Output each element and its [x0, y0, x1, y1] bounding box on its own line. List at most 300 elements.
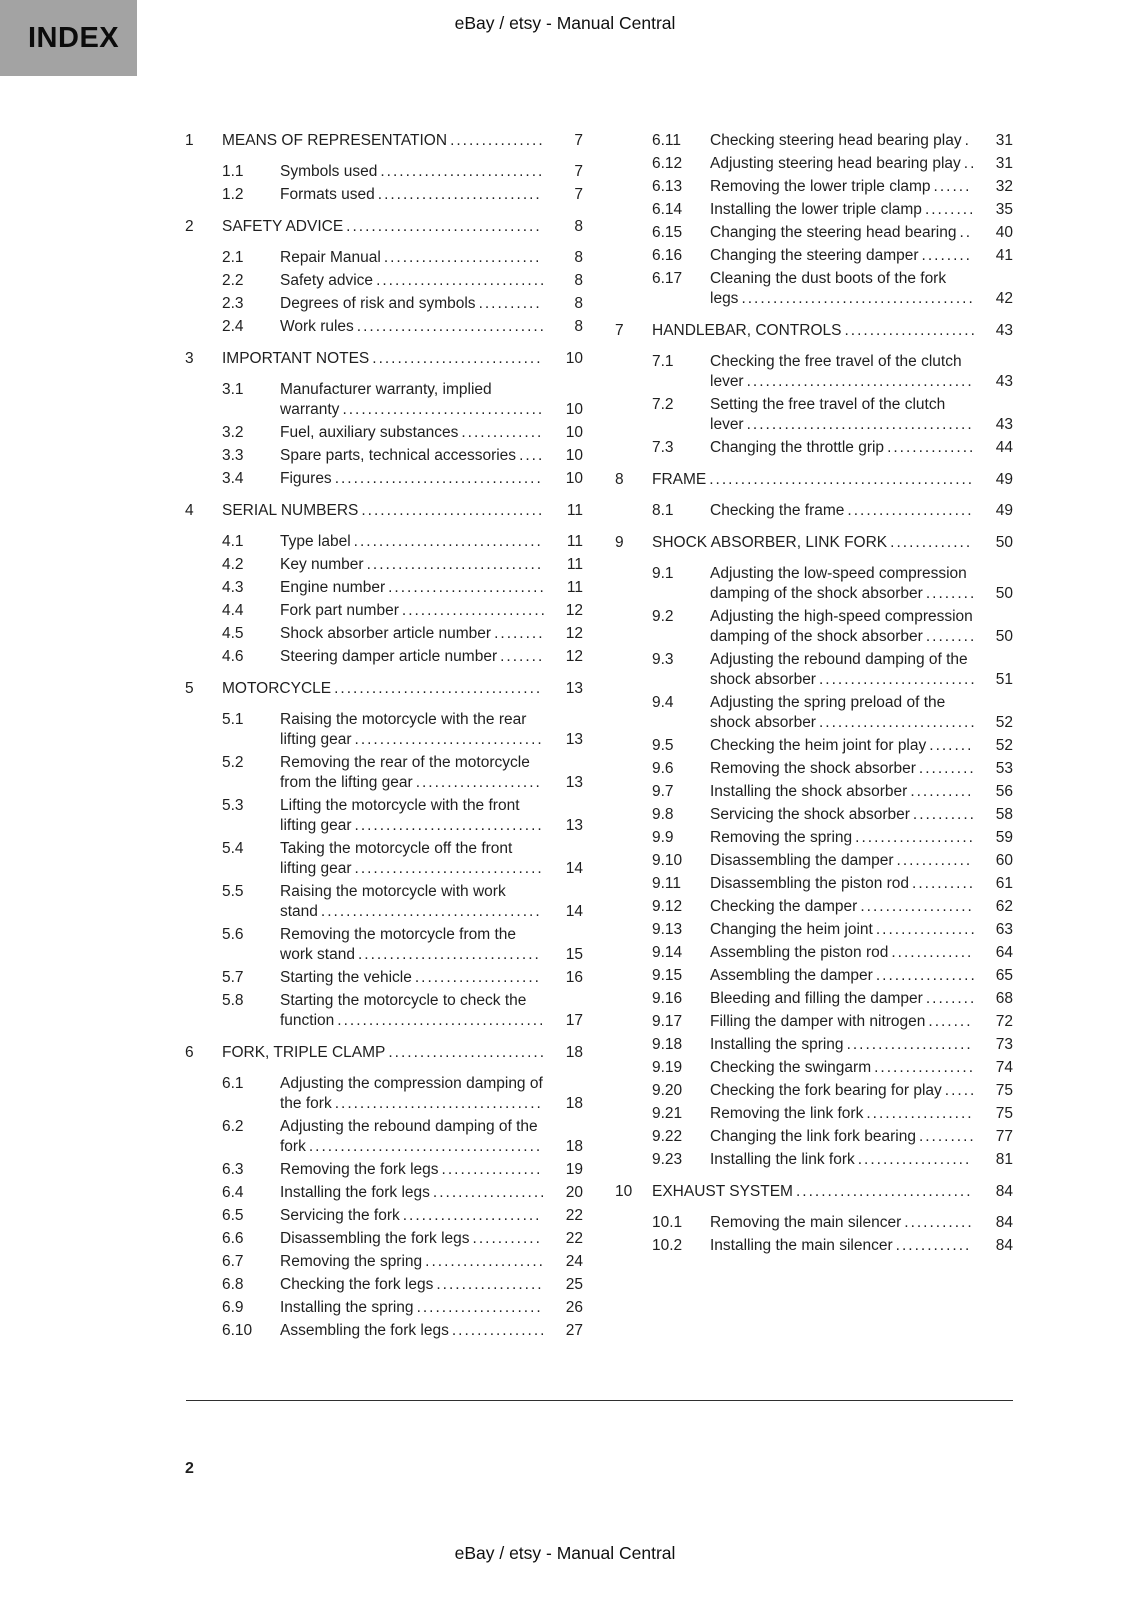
entry-title: Formats used [280, 186, 375, 203]
entry-title: Checking the fork legs [280, 1276, 434, 1293]
entry-title: Removing the motorcycle from the work stand [280, 926, 517, 963]
section-title: MOTORCYCLE [222, 680, 332, 697]
section-page: 18 [565, 1044, 583, 1061]
leader-dots: ................... [425, 1253, 545, 1270]
entry-page: 58 [995, 806, 1013, 823]
entry-title: Steering damper article number [280, 648, 498, 665]
entry-title: Work rules [280, 318, 354, 335]
entry-body [710, 897, 1013, 917]
leader-dots: ....................... [401, 602, 547, 619]
entry-title: Adjusting the rebound damping of the fork [280, 1118, 538, 1155]
entry-body [710, 438, 1013, 458]
entry-number: 9.7 [652, 783, 674, 800]
entry-number: 6.7 [222, 1253, 244, 1270]
entry-title: Removing the link fork [710, 1105, 864, 1122]
entry-number: 5.2 [222, 754, 244, 771]
entry-number: 9.2 [652, 608, 674, 625]
toc-section-items [222, 248, 583, 337]
entry-number: 6.11 [652, 132, 682, 149]
entry-title: Installing the link fork [710, 1151, 855, 1168]
section-page: 11 [566, 502, 583, 519]
leader-dots: ........... [904, 1214, 974, 1231]
entry-number: 3.4 [222, 470, 244, 487]
section-title: MEANS OF REPRESENTATION [222, 132, 448, 149]
leader-dots: ........................... [372, 350, 543, 367]
entry-page: 53 [995, 760, 1013, 777]
footer-title: eBay / etsy - Manual Central [454, 1543, 676, 1563]
entry-title: Checking steering head bearing play [710, 132, 962, 149]
leader-dots: .......... [912, 806, 976, 823]
entry-number: 9.1 [652, 565, 674, 582]
entry-number: 2.4 [222, 318, 244, 335]
toc-entry [222, 185, 583, 205]
entry-title: Manufacturer warranty, implied warranty [280, 381, 492, 418]
entry-page: 18 [565, 1095, 583, 1112]
leader-dots: ................................ [342, 401, 545, 418]
section-page: 10 [565, 350, 583, 367]
entry-title: Taking the motorcycle off the front lifting gear [280, 840, 513, 877]
toc-entry [222, 555, 583, 575]
entry-body [710, 154, 1013, 174]
entry-title: Assembling the fork legs [280, 1322, 449, 1339]
entry-body [280, 1229, 583, 1249]
entry-number: 9.22 [652, 1128, 683, 1145]
entry-page: 19 [565, 1161, 583, 1178]
leader-dots: ......... [918, 760, 976, 777]
toc-section-header [185, 131, 583, 151]
entry-page: 44 [995, 439, 1013, 456]
footer-divider [186, 1400, 1013, 1401]
toc-entry [222, 162, 583, 182]
section-body [652, 1182, 1013, 1202]
entry-title: Setting the free travel of the clutch lever [710, 396, 946, 433]
section-page: 43 [995, 322, 1013, 339]
leader-dots: .............. [887, 439, 976, 456]
entry-number: 6.9 [222, 1299, 244, 1316]
section-body [222, 349, 583, 369]
entry-title: Type label [280, 533, 351, 550]
entry-body [710, 1012, 1013, 1032]
entry-number: 9.8 [652, 806, 674, 823]
header-title: eBay / etsy - Manual Central [454, 13, 676, 33]
toc-entry [652, 650, 1013, 690]
toc-entry [652, 897, 1013, 917]
section-page: 49 [995, 471, 1013, 488]
toc-entry [222, 1275, 583, 1295]
entry-page: 11 [566, 556, 583, 573]
leader-dots: ........... [472, 1230, 542, 1247]
entry-page: 14 [565, 903, 583, 920]
entry-number: 6.8 [222, 1276, 244, 1293]
toc-entry [222, 578, 583, 598]
entry-page: 13 [565, 731, 583, 748]
leader-dots: ................................. [334, 470, 543, 487]
leader-dots: ........ [924, 201, 976, 218]
entry-page: 10 [565, 447, 583, 464]
entry-title: Installing the lower triple clamp [710, 201, 922, 218]
entry-title: Fork part number [280, 602, 399, 619]
entry-page: 61 [995, 875, 1013, 892]
section-title: SAFETY ADVICE [222, 218, 344, 235]
entry-title: Removing the spring [710, 829, 853, 846]
entry-title: Spare parts, technical accessories [280, 447, 517, 464]
leader-dots: ................. [436, 1276, 544, 1293]
entry-number: 4.3 [222, 579, 244, 596]
entry-page: 27 [565, 1322, 583, 1339]
entry-title: Removing the fork legs [280, 1161, 439, 1178]
entry-body [710, 693, 1013, 733]
toc-entry [222, 248, 583, 268]
entry-body [710, 1127, 1013, 1147]
entry-number: 6.1 [222, 1075, 244, 1092]
entry-number: 9.16 [652, 990, 683, 1007]
leader-dots: .......... [910, 783, 974, 800]
entry-number: 9.4 [652, 694, 674, 711]
leader-dots: .................... [846, 1036, 973, 1053]
leader-dots: ................... [855, 829, 975, 846]
leader-dots: .............................. [354, 860, 544, 877]
entry-number: 7.3 [652, 439, 674, 456]
toc-section [185, 501, 583, 667]
toc-section-items [652, 501, 1013, 521]
entry-body [280, 601, 583, 621]
toc-column-right [615, 131, 1013, 1344]
entry-body [710, 200, 1013, 220]
entry-page: 26 [565, 1299, 583, 1316]
leader-dots: ............ [895, 1237, 972, 1254]
entry-number: 10.1 [652, 1214, 683, 1231]
toc-entry [222, 753, 583, 793]
leader-dots: .. [963, 155, 977, 172]
toc-entry [222, 796, 583, 836]
entry-number: 5.5 [222, 883, 244, 900]
entry-title: Changing the steering head bearing [710, 224, 957, 241]
section-body [222, 679, 583, 699]
entry-page: 8 [574, 318, 583, 335]
entry-body [280, 555, 583, 575]
toc-entry [652, 395, 1013, 435]
leader-dots: .......................... [377, 186, 542, 203]
toc-entry [652, 223, 1013, 243]
leader-dots: ............................. [357, 946, 541, 963]
section-number: 4 [185, 502, 194, 519]
entry-number: 6.10 [222, 1322, 253, 1339]
leader-dots: ....... [500, 648, 545, 665]
section-body [222, 501, 583, 521]
entry-body [280, 1160, 583, 1180]
toc-entry [652, 736, 1013, 756]
entry-page: 56 [995, 783, 1013, 800]
entry-body [280, 271, 583, 291]
toc-entry [222, 882, 583, 922]
entry-title: Raising the motorcycle with work stand [280, 883, 506, 920]
toc-entry [222, 1252, 583, 1272]
leader-dots: ................................... [320, 903, 542, 920]
entry-body [710, 851, 1013, 871]
entry-title: Removing the spring [280, 1253, 423, 1270]
leader-dots: .............................. [353, 533, 543, 550]
entry-body [710, 564, 1013, 604]
entry-number: 6.12 [652, 155, 683, 172]
entry-number: 6.4 [222, 1184, 244, 1201]
toc-entry [652, 759, 1013, 779]
section-page: 50 [995, 534, 1013, 551]
entry-number: 6.13 [652, 178, 683, 195]
entry-title: Removing the lower triple clamp [710, 178, 931, 195]
leader-dots: .... [519, 447, 545, 464]
toc-entry [652, 131, 1013, 151]
entry-page: 51 [995, 671, 1013, 688]
entry-title: Starting the motorcycle to check the function [280, 992, 527, 1029]
toc-section-items [222, 710, 583, 1031]
toc-section-items [652, 131, 1013, 309]
entry-body [280, 647, 583, 667]
section-number: 5 [185, 680, 194, 697]
leader-dots: ....... [928, 1013, 973, 1030]
entry-page: 52 [995, 714, 1013, 731]
table-of-contents [185, 131, 1015, 1344]
entry-title: Fuel, auxiliary substances [280, 424, 459, 441]
entry-number: 5.4 [222, 840, 244, 857]
leader-dots: .............................. [356, 318, 546, 335]
entry-title: Filling the damper with nitrogen [710, 1013, 926, 1030]
entry-title: Checking the free travel of the clutch lever [710, 353, 962, 390]
leader-dots: ................................. [334, 1095, 543, 1112]
entry-title: Engine number [280, 579, 386, 596]
entry-page: 12 [565, 625, 583, 642]
leader-dots: ........................... [376, 272, 547, 289]
entry-title: Disassembling the piston rod [710, 875, 910, 892]
entry-body [280, 1321, 583, 1341]
entry-number: 6.15 [652, 224, 683, 241]
entry-number: 9.23 [652, 1151, 683, 1168]
toc-entry [222, 1298, 583, 1318]
entry-number: 9.11 [652, 875, 682, 892]
entry-body [710, 269, 1013, 309]
entry-page: 7 [574, 186, 583, 203]
toc-entry [222, 601, 583, 621]
entry-page: 35 [995, 201, 1013, 218]
entry-body [280, 578, 583, 598]
entry-body [280, 1275, 583, 1295]
entry-body [710, 352, 1013, 392]
entry-title: Adjusting the rebound damping of the shock absorber [710, 651, 968, 688]
toc-section-items [652, 352, 1013, 458]
toc-section-header [615, 533, 1013, 553]
entry-title: Adjusting steering head bearing play [710, 155, 961, 172]
entry-number: 2.2 [222, 272, 244, 289]
toc-entry [222, 446, 583, 466]
entry-title: Checking the damper [710, 898, 858, 915]
entry-number: 9.20 [652, 1082, 683, 1099]
entry-number: 7.1 [652, 353, 674, 370]
entry-page: 62 [995, 898, 1013, 915]
toc-entry [222, 1229, 583, 1249]
entry-title: Assembling the damper [710, 967, 873, 984]
toc-section-items [652, 1213, 1013, 1256]
entry-page: 49 [995, 502, 1013, 519]
entry-title: Checking the frame [710, 502, 845, 519]
entry-number: 6.2 [222, 1118, 244, 1135]
section-body [222, 131, 583, 151]
leader-dots: ........ [494, 625, 545, 642]
entry-number: 4.2 [222, 556, 244, 573]
entry-page: 77 [995, 1128, 1013, 1145]
section-number: 10 [615, 1183, 633, 1200]
entry-body [710, 246, 1013, 266]
entry-body [280, 248, 583, 268]
entry-title: Installing the main silencer [710, 1237, 893, 1254]
section-title: IMPORTANT NOTES [222, 350, 370, 367]
leader-dots: .............................. [354, 817, 544, 834]
entry-page: 74 [995, 1059, 1013, 1076]
leader-dots: ......................... [818, 714, 977, 731]
leader-dots: ............... [451, 1322, 547, 1339]
entry-page: 41 [995, 247, 1013, 264]
entry-page: 22 [565, 1230, 583, 1247]
toc-section [615, 1182, 1013, 1256]
entry-body [710, 989, 1013, 1009]
entry-number: 9.6 [652, 760, 674, 777]
entry-page: 11 [566, 533, 583, 550]
entry-body [710, 736, 1013, 756]
entry-body [280, 1252, 583, 1272]
entry-title: Removing the main silencer [710, 1214, 902, 1231]
leader-dots: .................. [860, 898, 974, 915]
leader-dots: ............. [461, 424, 544, 441]
toc-section [185, 349, 583, 489]
entry-number: 4.5 [222, 625, 244, 642]
section-number: 8 [615, 471, 624, 488]
entry-body [280, 1074, 583, 1114]
entry-page: 72 [995, 1013, 1013, 1030]
entry-page: 24 [565, 1253, 583, 1270]
entry-body [710, 1213, 1013, 1233]
leader-dots: .................................... [746, 416, 974, 433]
entry-body [710, 1035, 1013, 1055]
entry-number: 5.3 [222, 797, 244, 814]
entry-number: 9.14 [652, 944, 683, 961]
toc-section-header [185, 679, 583, 699]
section-number: 7 [615, 322, 624, 339]
leader-dots: ............... [450, 132, 545, 149]
entry-title: Checking the heim joint for play [710, 737, 927, 754]
entry-body [280, 162, 583, 182]
toc-entry [652, 154, 1013, 174]
entry-number: 5.7 [222, 969, 244, 986]
leader-dots: .......... [912, 875, 976, 892]
toc-entry [652, 782, 1013, 802]
toc-entry [222, 1183, 583, 1203]
toc-section [185, 131, 583, 205]
entry-page: 42 [995, 290, 1013, 307]
toc-entry [222, 1160, 583, 1180]
entry-page: 75 [995, 1105, 1013, 1122]
toc-entry [222, 647, 583, 667]
leader-dots: ..... [944, 1082, 977, 1099]
entry-body [280, 423, 583, 443]
entry-body [280, 796, 583, 836]
entry-page: 8 [574, 249, 583, 266]
entry-title: Checking the swingarm [710, 1059, 872, 1076]
leader-dots: ....... [929, 737, 974, 754]
entry-body [710, 223, 1013, 243]
toc-entry [652, 1012, 1013, 1032]
leader-dots: ............. [891, 944, 974, 961]
toc-section-items [652, 564, 1013, 1170]
toc-entry [652, 1081, 1013, 1101]
entry-title: Lifting the motorcycle with the front lifting gear [280, 797, 520, 834]
section-body [222, 1043, 583, 1063]
entry-page: 11 [566, 579, 583, 596]
entry-number: 9.3 [652, 651, 674, 668]
leader-dots: ........ [925, 990, 977, 1007]
toc-entry [652, 1213, 1013, 1233]
entry-body [280, 839, 583, 879]
leader-dots: ................ [875, 967, 977, 984]
leader-dots: ........ [925, 585, 977, 602]
toc-entry [652, 989, 1013, 1009]
toc-entry [652, 607, 1013, 647]
entry-body [280, 294, 583, 314]
entry-number: 9.18 [652, 1036, 683, 1053]
entry-page: 22 [565, 1207, 583, 1224]
toc-entry [222, 991, 583, 1031]
section-title: SERIAL NUMBERS [222, 502, 359, 519]
entry-page: 60 [995, 852, 1013, 869]
entry-page: 81 [995, 1151, 1013, 1168]
entry-body [710, 1104, 1013, 1124]
leader-dots: ..................................... [308, 1138, 543, 1155]
entry-title: Degrees of risk and symbols [280, 295, 476, 312]
entry-page: 50 [995, 585, 1013, 602]
section-number: 1 [185, 132, 194, 149]
leader-dots: ..................................... [741, 290, 975, 307]
toc-entry [652, 1035, 1013, 1055]
toc-entry [222, 968, 583, 988]
entry-body [280, 753, 583, 793]
toc-entry [652, 352, 1013, 392]
toc-section-items [222, 532, 583, 667]
entry-body [710, 1150, 1013, 1170]
entry-title: Installing the shock absorber [710, 783, 908, 800]
entry-page: 84 [995, 1237, 1013, 1254]
entry-body [710, 874, 1013, 894]
entry-number: 9.15 [652, 967, 683, 984]
leader-dots: ................................. [334, 680, 543, 697]
entry-body [710, 1081, 1013, 1101]
entry-body [280, 925, 583, 965]
entry-number: 3.2 [222, 424, 244, 441]
entry-number: 6.5 [222, 1207, 244, 1224]
entry-page: 63 [995, 921, 1013, 938]
entry-body [280, 1298, 583, 1318]
entry-title: Safety advice [280, 272, 374, 289]
toc-section-header [615, 1182, 1013, 1202]
entry-page: 65 [995, 967, 1013, 984]
entry-page: 84 [995, 1214, 1013, 1231]
entry-title: Disassembling the damper [710, 852, 894, 869]
toc-entry [652, 1104, 1013, 1124]
entry-body [710, 650, 1013, 690]
toc-section [185, 1043, 583, 1341]
entry-number: 9.21 [652, 1105, 683, 1122]
leader-dots: . [964, 132, 971, 149]
toc-entry [652, 920, 1013, 940]
entry-title: Adjusting the low-speed compression damping of the shock absorber [710, 565, 967, 602]
section-page: 8 [574, 218, 583, 235]
entry-page: 12 [565, 602, 583, 619]
